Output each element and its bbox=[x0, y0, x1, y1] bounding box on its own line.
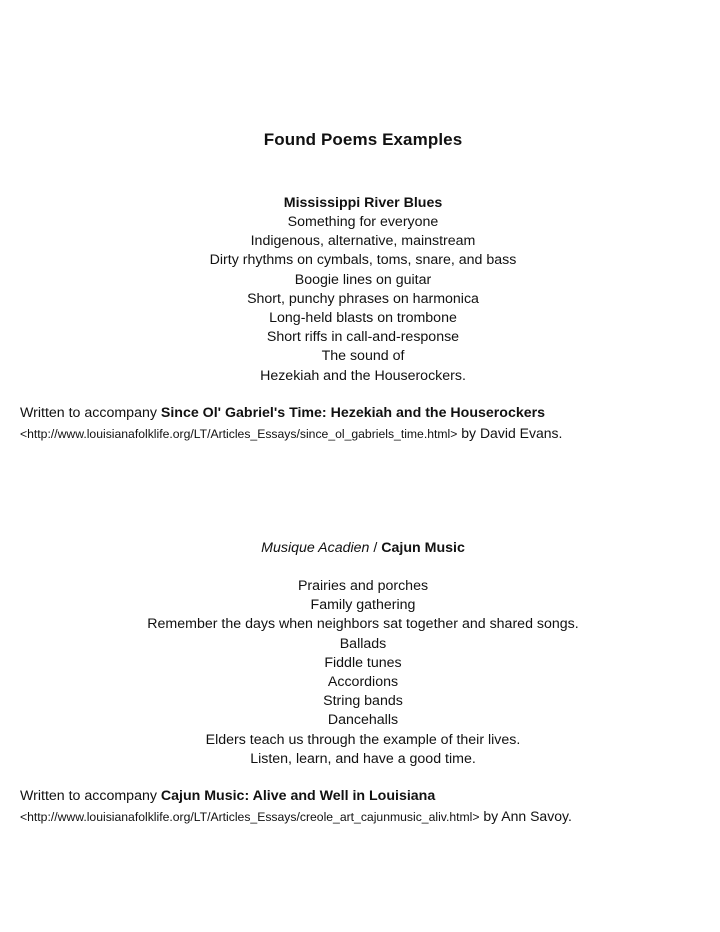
citation-url: <http://www.louisianafolklife.org/LT/Articles_Essays/creole_art_cajunmusic_aliv.html> bbox=[20, 810, 480, 824]
poem-title: Mississippi River Blues bbox=[283, 195, 443, 211]
poem-citation bbox=[20, 786, 710, 827]
stanza-gap bbox=[0, 558, 720, 577]
poem-line: Indigenous, alternative, mainstream bbox=[250, 233, 476, 250]
poem-line: Dirty rhythms on cymbals, toms, snare, and bass bbox=[209, 252, 517, 269]
poem-title-italic: Musique Acadien bbox=[261, 540, 370, 556]
poem-line: Prairies and porches bbox=[297, 578, 429, 594]
poem-line: Boogie lines on guitar bbox=[294, 271, 432, 288]
citation-url: <http://www.louisianafolklife.org/LT/Articles_Essays/since_ol_gabriels_time.html> bbox=[20, 427, 458, 441]
poem-line: Ballads bbox=[339, 635, 387, 652]
poem-line: Something for everyone bbox=[287, 214, 439, 230]
poem-line: Long-held blasts on trombone bbox=[269, 309, 457, 326]
poem-line: Accordions bbox=[327, 673, 399, 690]
citation-source-line bbox=[20, 806, 710, 827]
poem-title-bold: Cajun Music bbox=[381, 540, 465, 556]
poem-cajun-music bbox=[0, 539, 720, 769]
citation-line bbox=[20, 786, 710, 806]
poem-line: Dancehalls bbox=[327, 712, 399, 729]
poem-line: Family gathering bbox=[310, 597, 416, 614]
citation-author: by Ann Savoy. bbox=[479, 808, 572, 824]
citation-source-line bbox=[20, 423, 710, 444]
citation-line bbox=[20, 403, 710, 423]
poem-title-separator: / bbox=[369, 540, 382, 556]
poem-line: Short riffs in call-and-response bbox=[266, 329, 460, 346]
poem-line: Short, punchy phrases on harmonica bbox=[247, 290, 479, 307]
poem-line: Elders teach us through the example of their lives. bbox=[205, 731, 521, 748]
poem-line: Hezekiah and the Houserockers. bbox=[260, 367, 466, 384]
poem-line: Listen, learn, and have a good time. bbox=[250, 750, 476, 767]
poem-line: Remember the days when neighbors sat together and shared songs. bbox=[147, 616, 579, 633]
poem-title bbox=[0, 539, 720, 558]
document-title: Found Poems Examples bbox=[263, 130, 463, 149]
poem-line: Fiddle tunes bbox=[324, 654, 402, 671]
citation-prefix: Written to accompany bbox=[20, 788, 161, 804]
poem-line: The sound of bbox=[321, 348, 405, 365]
citation-work-title: Cajun Music: Alive and Well in Louisiana bbox=[160, 788, 436, 804]
citation-prefix: Written to accompany bbox=[20, 405, 161, 421]
poem-line: String bands bbox=[323, 693, 403, 710]
poem-mississippi-river-blues bbox=[0, 194, 720, 386]
citation-work-title: Since Ol' Gabriel's Time: Hezekiah and the Houserockers bbox=[160, 405, 546, 421]
poem-citation bbox=[20, 403, 710, 444]
citation-author: by David Evans. bbox=[457, 425, 563, 441]
